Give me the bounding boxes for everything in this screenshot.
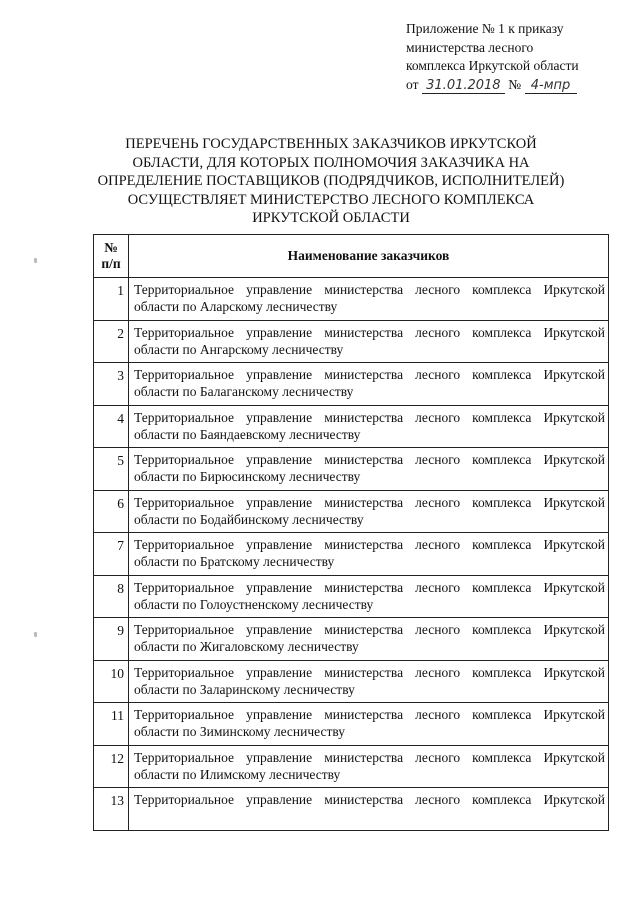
row-word: лесного	[415, 324, 461, 340]
row-name-line2: области по Илимскому лесничеству	[134, 766, 341, 782]
header-number	[94, 235, 129, 278]
row-word: управление	[246, 664, 313, 680]
row-name-line1	[134, 621, 605, 638]
row-word: лесного	[415, 707, 461, 722]
row-word: управление	[246, 324, 313, 340]
row-word: лесного	[415, 452, 461, 467]
row-number: 9	[94, 618, 129, 661]
row-word: управление	[246, 367, 313, 382]
document-title	[96, 135, 566, 228]
row-word: министерства	[324, 664, 404, 680]
row-word: управление	[246, 792, 313, 807]
row-word: комплекса	[472, 537, 532, 552]
table-row	[94, 575, 609, 618]
row-word: лесного	[415, 409, 461, 425]
row-name-line2: области по Бодайбинскому лесничеству	[134, 511, 364, 527]
row-number: 7	[94, 533, 129, 576]
row-word: управление	[246, 494, 313, 510]
row-word: Иркутской	[543, 324, 605, 340]
title-line: ОПРЕДЕЛЕНИЕ ПОСТАВЩИКОВ (ПОДРЯДЧИКОВ, ИСПОЛНИТЕЛЕЙ)	[97, 173, 565, 189]
row-word: министерства	[324, 452, 404, 467]
row-word: комплекса	[472, 324, 532, 340]
row-word: управление	[246, 707, 313, 722]
header-number-line: п/п	[101, 256, 121, 271]
scan-edge-mark	[34, 258, 37, 263]
row-word: Территориальное	[134, 707, 235, 722]
row-name-line1	[134, 409, 605, 426]
row-word: Иркутской	[543, 367, 605, 382]
header-number-line: №	[104, 240, 118, 255]
row-name-line2: области по Заларинскому лесничеству	[134, 681, 355, 697]
table-row	[94, 618, 609, 661]
row-word: лесного	[415, 282, 461, 297]
row-word: министерства	[324, 792, 404, 807]
row-word: лесного	[415, 494, 461, 510]
row-name-line1	[134, 451, 605, 468]
row-word: лесного	[415, 367, 461, 382]
row-name-line1	[134, 536, 605, 553]
table-row	[94, 278, 609, 321]
row-name-line2: области по Балаганскому лесничеству	[134, 384, 354, 399]
appendix-line: комплекса Иркутской области	[406, 58, 579, 73]
row-name	[129, 660, 609, 703]
row-word: комплекса	[472, 664, 532, 680]
row-name-line1	[134, 791, 605, 808]
appendix-line: министерства лесного	[406, 39, 534, 55]
row-word: министерства	[324, 749, 404, 765]
row-word: министерства	[324, 324, 404, 340]
row-word: Иркутской	[543, 537, 605, 552]
row-number: 4	[94, 405, 129, 448]
title-line: ИРКУТСКОЙ ОБЛАСТИ	[252, 210, 410, 226]
row-name-line2: области по Ангарскому лесничеству	[134, 341, 344, 357]
row-name-line2: области по Братскому лесничеству	[134, 554, 335, 569]
row-word: министерства	[324, 707, 404, 722]
row-word: Территориальное	[134, 282, 235, 297]
row-word: комплекса	[472, 367, 532, 382]
row-name-line1	[134, 281, 605, 298]
appendix-block	[406, 20, 606, 94]
row-word: комплекса	[472, 622, 532, 637]
table-row	[94, 533, 609, 576]
row-number: 6	[94, 490, 129, 533]
row-name-line2: области по Жигаловскому лесничеству	[134, 639, 359, 654]
table-row	[94, 660, 609, 703]
row-word: Территориальное	[134, 367, 235, 382]
row-word: Территориальное	[134, 409, 235, 425]
title-line: ОСУЩЕСТВЛЯЕТ МИНИСТЕРСТВО ЛЕСНОГО КОМПЛЕКСА	[127, 191, 535, 208]
appendix-line: Приложение № 1 к приказу	[406, 21, 564, 36]
table-row	[94, 745, 609, 788]
row-word: Иркутской	[543, 707, 605, 722]
row-word: Территориальное	[134, 452, 235, 467]
row-word: управление	[246, 579, 313, 595]
row-word: министерства	[324, 537, 404, 552]
row-number: 8	[94, 575, 129, 618]
table-row	[94, 490, 609, 533]
table-row	[94, 405, 609, 448]
row-name-line1	[134, 749, 605, 766]
row-number: 3	[94, 363, 129, 406]
title-line: ОБЛАСТИ, ДЛЯ КОТОРЫХ ПОЛНОМОЧИЯ ЗАКАЗЧИКА НА	[132, 154, 530, 171]
row-word: комплекса	[472, 282, 532, 297]
table-header-row	[94, 235, 609, 278]
row-word: комплекса	[472, 749, 532, 765]
row-name-line1	[134, 324, 605, 341]
row-name	[129, 533, 609, 576]
row-word: министерства	[324, 282, 404, 297]
row-number: 12	[94, 745, 129, 788]
row-word: управление	[246, 282, 313, 297]
row-word: министерства	[324, 409, 404, 425]
row-word: лесного	[415, 664, 461, 680]
scan-edge-mark	[34, 632, 37, 637]
row-name-line2: области по Бирюсинскому лесничеству	[134, 469, 361, 484]
row-name-line1	[134, 664, 605, 681]
row-word: лесного	[415, 622, 461, 637]
table-row	[94, 788, 609, 831]
row-word: Территориальное	[134, 622, 235, 637]
order-date: 31.01.2018	[422, 78, 505, 94]
table-row	[94, 363, 609, 406]
row-word: Иркутской	[543, 452, 605, 467]
row-name-line2: области по Аларскому лесничеству	[134, 299, 338, 314]
row-word: комплекса	[472, 409, 532, 425]
row-word: Иркутской	[543, 749, 605, 765]
row-number: 2	[94, 320, 129, 363]
row-number: 5	[94, 448, 129, 491]
row-word: Территориальное	[134, 579, 235, 595]
row-word: Иркутской	[543, 664, 605, 680]
row-name-line1	[134, 366, 605, 383]
row-word: лесного	[415, 749, 461, 765]
row-word: Территориальное	[134, 494, 235, 510]
row-word: комплекса	[472, 494, 532, 510]
from-label: от	[406, 76, 419, 92]
row-word: Территориальное	[134, 664, 235, 680]
row-word: комплекса	[472, 792, 532, 807]
row-name	[129, 363, 609, 406]
row-name	[129, 575, 609, 618]
customers-table	[93, 234, 609, 831]
title-line: ПЕРЕЧЕНЬ ГОСУДАРСТВЕННЫХ ЗАКАЗЧИКОВ ИРКУТСКОЙ	[125, 136, 537, 152]
row-name	[129, 703, 609, 746]
row-number: 1	[94, 278, 129, 321]
row-word: Иркутской	[543, 494, 605, 510]
row-name	[129, 320, 609, 363]
row-word: лесного	[415, 579, 461, 595]
row-number: 10	[94, 660, 129, 703]
row-word: Территориальное	[134, 792, 235, 807]
row-word: Иркутской	[543, 622, 605, 637]
row-name	[129, 618, 609, 661]
row-word: управление	[246, 409, 313, 425]
row-word: управление	[246, 537, 313, 552]
table-row	[94, 703, 609, 746]
row-word: лесного	[415, 537, 461, 552]
row-name	[129, 448, 609, 491]
appendix-date-line	[406, 76, 606, 95]
row-word: управление	[246, 622, 313, 637]
row-name	[129, 788, 609, 831]
row-word: Иркутской	[543, 282, 605, 297]
row-word: министерства	[324, 579, 404, 595]
row-word: Территориальное	[134, 537, 235, 552]
row-word: Территориальное	[134, 749, 235, 765]
row-number: 11	[94, 703, 129, 746]
row-word: министерства	[324, 367, 404, 382]
row-name-line1	[134, 579, 605, 596]
row-word: Иркутской	[543, 579, 605, 595]
row-name-line2: области по Голоустненскому лесничеству	[134, 596, 374, 612]
row-word: комплекса	[472, 452, 532, 467]
row-name	[129, 745, 609, 788]
row-word: министерства	[324, 494, 404, 510]
order-number: 4-мпр	[525, 78, 577, 94]
row-name-line2: области по Зиминскому лесничеству	[134, 724, 346, 739]
table-row	[94, 448, 609, 491]
row-word: Иркутской	[543, 409, 605, 425]
table-row	[94, 320, 609, 363]
number-label: №	[508, 76, 522, 92]
row-name	[129, 490, 609, 533]
row-word: Территориальное	[134, 324, 235, 340]
row-word: комплекса	[472, 579, 532, 595]
row-name-line2: области по Баяндаевскому лесничеству	[134, 426, 361, 442]
row-name	[129, 278, 609, 321]
row-word: министерства	[324, 622, 404, 637]
row-number: 13	[94, 788, 129, 831]
row-word: управление	[246, 749, 313, 765]
row-word: лесного	[415, 792, 461, 807]
row-name-line1	[134, 706, 605, 723]
row-word: комплекса	[472, 707, 532, 722]
header-name: Наименование заказчиков	[129, 235, 609, 278]
row-name	[129, 405, 609, 448]
row-name-line1	[134, 494, 605, 511]
row-word: Иркутской	[543, 792, 605, 807]
row-word: управление	[246, 452, 313, 467]
